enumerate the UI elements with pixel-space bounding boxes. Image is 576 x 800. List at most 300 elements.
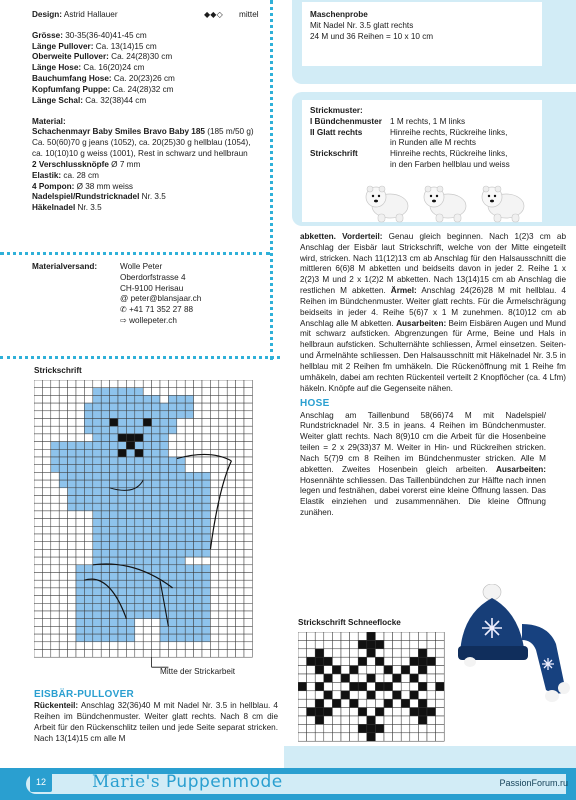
chart-cell-black bbox=[375, 724, 384, 732]
chart-cell-empty bbox=[202, 557, 210, 565]
maschenprobe-line: Mit Nadel Nr. 3.5 glatt rechts bbox=[310, 20, 414, 30]
chart-cell-blue bbox=[135, 542, 143, 550]
chart-cell-empty bbox=[42, 519, 50, 527]
chart-cell-empty bbox=[332, 691, 341, 699]
chart-cell-blue bbox=[160, 419, 168, 427]
chart-cell-empty bbox=[219, 411, 227, 419]
chart-cell-blue bbox=[177, 488, 185, 496]
chart-cell-empty bbox=[341, 640, 350, 648]
material-line: ca. 10(10)10 g weiss (1001), Rest in schwarz und hellbraun bbox=[32, 149, 248, 159]
chart-cell-empty bbox=[410, 733, 419, 741]
chart-cell-blue bbox=[101, 519, 109, 527]
chart-cell-blue bbox=[126, 634, 134, 642]
chart-cell-blue bbox=[118, 457, 126, 465]
chart-cell-blue bbox=[135, 526, 143, 534]
chart-cell-empty bbox=[42, 480, 50, 488]
chart-cell-blue bbox=[177, 596, 185, 604]
chart-cell-blue bbox=[143, 457, 151, 465]
chart-cell-empty bbox=[341, 716, 350, 724]
material-item-label: Häkelnadel bbox=[32, 203, 76, 213]
chart-cell-blue bbox=[76, 449, 84, 457]
chart-cell-blue bbox=[68, 449, 76, 457]
chart-cell-empty bbox=[84, 534, 92, 542]
chart-cell-blue bbox=[143, 465, 151, 473]
chart-cell-empty bbox=[315, 724, 324, 732]
chart-cell-blue bbox=[194, 511, 202, 519]
chart-cell-blue bbox=[126, 472, 134, 480]
chart-cell-empty bbox=[202, 419, 210, 427]
chart-cell-empty bbox=[51, 626, 59, 634]
chart-cell-blue bbox=[160, 465, 168, 473]
chart-cell-empty bbox=[307, 691, 316, 699]
chart-cell-black bbox=[418, 682, 427, 690]
chart-cell-empty bbox=[59, 534, 67, 542]
chart-cell-empty bbox=[219, 565, 227, 573]
chart-cell-empty bbox=[194, 650, 202, 658]
chart-cell-blue bbox=[59, 442, 67, 450]
design-line bbox=[32, 10, 272, 21]
chart-cell-empty bbox=[118, 380, 126, 388]
chart-cell-blue bbox=[93, 442, 101, 450]
chart-cell-empty bbox=[210, 411, 218, 419]
chart-cell-black bbox=[418, 716, 427, 724]
chart-cell-empty bbox=[210, 380, 218, 388]
chart-cell-blue bbox=[84, 426, 92, 434]
chart-cell-empty bbox=[59, 549, 67, 557]
strickmuster-row bbox=[310, 117, 534, 128]
chart-cell-empty bbox=[350, 649, 359, 657]
chart-cell-empty bbox=[194, 380, 202, 388]
chart-cell-empty bbox=[160, 395, 168, 403]
chart-cell-black bbox=[384, 699, 393, 707]
chart-cell-empty bbox=[227, 403, 235, 411]
chart-cell-empty bbox=[185, 426, 193, 434]
chart-cell-empty bbox=[118, 650, 126, 658]
versand-line: @ peter@blansjaar.ch bbox=[120, 294, 202, 304]
chart-cell-empty bbox=[227, 395, 235, 403]
chart-cell-empty bbox=[42, 380, 50, 388]
chart-cell-empty bbox=[219, 534, 227, 542]
chart-cell-black bbox=[358, 640, 367, 648]
chart-cell-blue bbox=[126, 480, 134, 488]
chart-cell-black bbox=[367, 674, 376, 682]
chart-cell-empty bbox=[236, 642, 244, 650]
strickmuster-box bbox=[292, 92, 576, 226]
chart-cell-blue bbox=[168, 419, 176, 427]
chart-cell-blue bbox=[135, 580, 143, 588]
chart-cell-empty bbox=[42, 496, 50, 504]
chart-cell-blue bbox=[126, 603, 134, 611]
chart-cell-empty bbox=[202, 650, 210, 658]
chart-cell-empty bbox=[219, 442, 227, 450]
chart-cell-blue bbox=[84, 411, 92, 419]
chart-cell-empty bbox=[227, 472, 235, 480]
chart-cell-empty bbox=[332, 657, 341, 665]
material-item-value: Nr. 3.5 bbox=[75, 203, 102, 213]
chart-cell-blue bbox=[118, 534, 126, 542]
chart-cell-empty bbox=[59, 596, 67, 604]
chart-cell-empty bbox=[34, 588, 42, 596]
chart-cell-blue bbox=[118, 634, 126, 642]
chart-cell-empty bbox=[332, 632, 341, 640]
chart-cell-blue bbox=[143, 395, 151, 403]
chart-cell-empty bbox=[244, 565, 252, 573]
chart-cell-blue bbox=[160, 634, 168, 642]
chart-cell-blue bbox=[93, 526, 101, 534]
chart-cell-empty bbox=[375, 649, 384, 657]
chart-cell-empty bbox=[143, 619, 151, 627]
chart-cell-blue bbox=[160, 503, 168, 511]
chart-cell-blue bbox=[177, 580, 185, 588]
chart-cell-blue bbox=[143, 511, 151, 519]
chart-cell-empty bbox=[126, 642, 134, 650]
chart-cell-empty bbox=[126, 650, 134, 658]
chart-cell-blue bbox=[168, 557, 176, 565]
chart-cell-empty bbox=[236, 403, 244, 411]
chart-cell-blue bbox=[202, 519, 210, 527]
chart-cell-empty bbox=[194, 642, 202, 650]
chart-cell-empty bbox=[315, 691, 324, 699]
chart-cell-blue bbox=[194, 526, 202, 534]
chart-cell-empty bbox=[315, 632, 324, 640]
chart-cell-empty bbox=[219, 596, 227, 604]
chart-cell-empty bbox=[341, 657, 350, 665]
chart-cell-blue bbox=[194, 472, 202, 480]
chart-cell-blue bbox=[93, 496, 101, 504]
chart-cell-blue bbox=[152, 426, 160, 434]
chart-cell-blue bbox=[202, 496, 210, 504]
chart-cell-empty bbox=[194, 557, 202, 565]
chart-cell-empty bbox=[42, 503, 50, 511]
chart-cell-blue bbox=[51, 465, 59, 473]
chart-cell-empty bbox=[236, 634, 244, 642]
chart-cell-empty bbox=[236, 611, 244, 619]
chart-cell-empty bbox=[194, 426, 202, 434]
chart-cell-blue bbox=[101, 411, 109, 419]
chart-cell-black bbox=[307, 657, 316, 665]
chart-cell-empty bbox=[236, 488, 244, 496]
chart-cell-empty bbox=[59, 434, 67, 442]
chart-cell-blue bbox=[126, 534, 134, 542]
chart-cell-empty bbox=[210, 611, 218, 619]
chart-cell-blue bbox=[110, 411, 118, 419]
chart-cell-blue bbox=[118, 411, 126, 419]
difficulty-icon: ◆◆◇ bbox=[204, 10, 223, 19]
chart-cell-empty bbox=[68, 434, 76, 442]
chart-cell-empty bbox=[384, 708, 393, 716]
chart-cell-empty bbox=[84, 395, 92, 403]
chart-cell-empty bbox=[350, 657, 359, 665]
chart-cell-empty bbox=[42, 626, 50, 634]
chart-cell-empty bbox=[436, 666, 445, 674]
chart-cell-blue bbox=[76, 442, 84, 450]
chart-cell-blue bbox=[118, 573, 126, 581]
chart-cell-empty bbox=[219, 395, 227, 403]
chart-cell-empty bbox=[210, 526, 218, 534]
chart-cell-blue bbox=[177, 519, 185, 527]
maschenprobe-title: Maschenprobe bbox=[310, 10, 368, 19]
chart-cell-blue bbox=[168, 611, 176, 619]
chart-cell-empty bbox=[59, 411, 67, 419]
chart-cell-empty bbox=[42, 634, 50, 642]
chart-cell-empty bbox=[236, 388, 244, 396]
chart-cell-blue bbox=[126, 573, 134, 581]
chart-cell-empty bbox=[143, 380, 151, 388]
chart-cell-blue bbox=[160, 449, 168, 457]
chart-cell-blue bbox=[101, 542, 109, 550]
chart-cell-empty bbox=[332, 674, 341, 682]
chart-cell-empty bbox=[236, 650, 244, 658]
p1-text: Genau gleich beginnen. Nach 1(2)3 cm ab Anschlag der Eisbär laut Strickschrift, welche von der Mitte eingeteilt wird, stricken. Nach 11(12)13 cm ab Anschlag für den Halsausschnitt die mittleren 6(6)8 M abketten und beidseits davon in jeder 2. Reihe 1 x 2(2)3 M und 2 x 1(2)2 M abketten. Nach 13(14)15 cm ab Anschlag die restlichen M abketten. bbox=[300, 232, 566, 296]
chart-cell-empty bbox=[236, 580, 244, 588]
chart-cell-empty bbox=[298, 674, 307, 682]
chart-cell-empty bbox=[236, 442, 244, 450]
chart-cell-empty bbox=[350, 632, 359, 640]
chart-cell-empty bbox=[219, 526, 227, 534]
chart-cell-blue bbox=[185, 580, 193, 588]
chart-cell-empty bbox=[219, 403, 227, 411]
chart-cell-blue bbox=[110, 580, 118, 588]
material-item-label: 2 Verschlussknöpfe bbox=[32, 159, 109, 169]
chart-cell-empty bbox=[307, 632, 316, 640]
chart-cell-empty bbox=[84, 380, 92, 388]
material-item-value: Ø 7 mm bbox=[108, 159, 141, 169]
chart-cell-empty bbox=[101, 650, 109, 658]
hose-bold: Ausarbeiten: bbox=[495, 464, 546, 474]
chart-cell-empty bbox=[298, 691, 307, 699]
polar-bear-icons bbox=[362, 178, 576, 224]
chart-cell-empty bbox=[227, 449, 235, 457]
size-value: Ca. 32(38)44 cm bbox=[82, 95, 147, 105]
chart-cell-empty bbox=[194, 411, 202, 419]
chart-cell-empty bbox=[367, 699, 376, 707]
chart-cell-empty bbox=[185, 642, 193, 650]
bear-knitting-chart bbox=[34, 380, 284, 680]
hose-title: HOSE bbox=[300, 398, 330, 410]
chart-cell-blue bbox=[185, 603, 193, 611]
chart-cell-empty bbox=[160, 650, 168, 658]
chart-cell-empty bbox=[34, 442, 42, 450]
chart-cell-empty bbox=[93, 380, 101, 388]
chart-cell-empty bbox=[227, 642, 235, 650]
chart-cell-blue bbox=[93, 611, 101, 619]
chart-cell-blue bbox=[84, 496, 92, 504]
chart-cell-blue bbox=[143, 611, 151, 619]
chart-cell-blue bbox=[93, 403, 101, 411]
chart-cell-empty bbox=[34, 380, 42, 388]
chart-cell-blue bbox=[202, 580, 210, 588]
material-title: Material: bbox=[32, 116, 66, 126]
chart-cell-empty bbox=[350, 640, 359, 648]
chart-cell-empty bbox=[68, 650, 76, 658]
chart-cell-blue bbox=[177, 603, 185, 611]
chart-cell-empty bbox=[210, 596, 218, 604]
chart-cell-empty bbox=[332, 708, 341, 716]
chart-cell-blue bbox=[135, 419, 143, 427]
chart-cell-black bbox=[384, 666, 393, 674]
chart-cell-blue bbox=[101, 419, 109, 427]
strickmuster-row bbox=[310, 160, 534, 171]
chart-cell-empty bbox=[244, 465, 252, 473]
chart-cell-blue bbox=[110, 388, 118, 396]
chart-cell-empty bbox=[427, 640, 436, 648]
chart-cell-empty bbox=[34, 603, 42, 611]
chart-cell-empty bbox=[219, 503, 227, 511]
chart-cell-blue bbox=[160, 626, 168, 634]
chart-cell-empty bbox=[42, 403, 50, 411]
chart-cell-blue bbox=[76, 488, 84, 496]
chart-cell-empty bbox=[436, 724, 445, 732]
chart-cell-empty bbox=[332, 649, 341, 657]
chart-cell-empty bbox=[244, 534, 252, 542]
chart-cell-empty bbox=[68, 634, 76, 642]
chart-cell-blue bbox=[101, 596, 109, 604]
chart-cell-empty bbox=[227, 549, 235, 557]
chart-cell-empty bbox=[51, 642, 59, 650]
chart-cell-empty bbox=[42, 488, 50, 496]
chart-cell-blue bbox=[143, 580, 151, 588]
chart-cell-blue bbox=[177, 511, 185, 519]
chart-cell-blue bbox=[177, 465, 185, 473]
chart-cell-blue bbox=[76, 634, 84, 642]
material-item-label: 4 Pompon: bbox=[32, 181, 75, 191]
chart-cell-blue bbox=[76, 503, 84, 511]
chart-cell-empty bbox=[42, 611, 50, 619]
chart-cell-empty bbox=[427, 649, 436, 657]
chart-cell-empty bbox=[324, 632, 333, 640]
chart-cell-empty bbox=[227, 557, 235, 565]
chart-cell-blue bbox=[143, 603, 151, 611]
p1-bold: abketten. Vorderteil: bbox=[300, 232, 383, 241]
p2-text: Anschlag 24(26)28 M mit hellblau. 4 Reihen im Bündchenmuster. Weiter glatt rechts. Für die Ärmelschrägung beidseits in jeder 4. Reihe 5(6)7 x 1 M zunehmen. 8(10)12 cm ab Anschlag alle M abketten. bbox=[300, 286, 566, 328]
chart-cell-empty bbox=[135, 650, 143, 658]
size-label: Länge Pullover: bbox=[32, 41, 94, 51]
chart-cell-blue bbox=[202, 503, 210, 511]
chart-cell-blue bbox=[194, 580, 202, 588]
chart-cell-empty bbox=[393, 632, 402, 640]
chart-cell-empty bbox=[110, 642, 118, 650]
chart-cell-blue bbox=[152, 434, 160, 442]
chart-cell-empty bbox=[436, 699, 445, 707]
chart-cell-blue bbox=[152, 611, 160, 619]
chart-cell-blue bbox=[143, 534, 151, 542]
versand-lines bbox=[120, 262, 270, 327]
chart-cell-empty bbox=[236, 549, 244, 557]
chart-cell-blue bbox=[143, 549, 151, 557]
chart-cell-empty bbox=[210, 488, 218, 496]
chart-cell-empty bbox=[68, 642, 76, 650]
chart-cell-empty bbox=[219, 650, 227, 658]
chart-cell-empty bbox=[236, 503, 244, 511]
chart-cell-empty bbox=[68, 388, 76, 396]
chart-cell-empty bbox=[59, 619, 67, 627]
chart-cell-black bbox=[324, 691, 333, 699]
chart-cell-blue bbox=[59, 472, 67, 480]
chart-cell-empty bbox=[143, 642, 151, 650]
chart-cell-blue bbox=[152, 580, 160, 588]
chart-cell-empty bbox=[219, 634, 227, 642]
watermark: PassionForum.ru bbox=[499, 778, 568, 788]
chart-cell-empty bbox=[227, 542, 235, 550]
size-label: Oberweite Pullover: bbox=[32, 52, 109, 62]
chart-cell-empty bbox=[51, 519, 59, 527]
chart-cell-empty bbox=[84, 557, 92, 565]
chart-cell-blue bbox=[152, 472, 160, 480]
chart-cell-blue bbox=[126, 411, 134, 419]
chart-cell-black bbox=[367, 640, 376, 648]
chart-cell-blue bbox=[118, 519, 126, 527]
chart-cell-empty bbox=[236, 573, 244, 581]
chart-cell-blue bbox=[202, 472, 210, 480]
size-row bbox=[32, 63, 272, 74]
chart-cell-empty bbox=[418, 733, 427, 741]
chart-cell-empty bbox=[34, 434, 42, 442]
chart-cell-blue bbox=[185, 395, 193, 403]
chart-cell-empty bbox=[236, 511, 244, 519]
chart-cell-empty bbox=[384, 724, 393, 732]
p2-bold: Ärmel: bbox=[390, 286, 417, 296]
chart-cell-empty bbox=[244, 580, 252, 588]
chart-cell-empty bbox=[51, 573, 59, 581]
chart-cell-empty bbox=[76, 403, 84, 411]
chart-cell-empty bbox=[244, 395, 252, 403]
chart-cell-blue bbox=[143, 596, 151, 604]
chart-cell-black bbox=[324, 708, 333, 716]
chart-cell-empty bbox=[210, 634, 218, 642]
chart-cell-empty bbox=[244, 642, 252, 650]
chart-cell-empty bbox=[427, 699, 436, 707]
chart-cell-empty bbox=[185, 388, 193, 396]
chart-cell-empty bbox=[227, 650, 235, 658]
chart-cell-blue bbox=[185, 403, 193, 411]
chart-cell-blue bbox=[143, 557, 151, 565]
chart-cell-blue bbox=[76, 596, 84, 604]
size-label: Grösse: bbox=[32, 30, 63, 40]
chart-cell-empty bbox=[332, 640, 341, 648]
chart-cell-blue bbox=[76, 496, 84, 504]
chart-cell-empty bbox=[135, 380, 143, 388]
chart-cell-blue bbox=[194, 542, 202, 550]
chart-cell-blue bbox=[76, 603, 84, 611]
chart-cell-empty bbox=[324, 699, 333, 707]
chart-cell-empty bbox=[76, 557, 84, 565]
chart-cell-empty bbox=[367, 666, 376, 674]
chart-cell-blue bbox=[76, 480, 84, 488]
chart-cell-empty bbox=[244, 588, 252, 596]
chart-cell-empty bbox=[219, 380, 227, 388]
chart-cell-empty bbox=[202, 426, 210, 434]
chart-cell-blue bbox=[126, 496, 134, 504]
size-value: Ca. 24(28)32 cm bbox=[110, 84, 174, 94]
chart-cell-black bbox=[367, 632, 376, 640]
chart-cell-blue bbox=[202, 488, 210, 496]
chart-cell-empty bbox=[194, 403, 202, 411]
chart-cell-empty bbox=[410, 632, 419, 640]
chart-cell-black bbox=[332, 666, 341, 674]
chart-cell-empty bbox=[185, 419, 193, 427]
chart-cell-empty bbox=[194, 419, 202, 427]
chart-cell-blue bbox=[126, 557, 134, 565]
chart-cell-empty bbox=[202, 403, 210, 411]
chart-cell-empty bbox=[34, 565, 42, 573]
chart-cell-blue bbox=[126, 596, 134, 604]
chart-cell-blue bbox=[152, 603, 160, 611]
chart-cell-blue bbox=[160, 519, 168, 527]
chart-cell-empty bbox=[42, 580, 50, 588]
chart-cell-empty bbox=[401, 657, 410, 665]
chart-cell-empty bbox=[227, 503, 235, 511]
chart-cell-empty bbox=[202, 642, 210, 650]
